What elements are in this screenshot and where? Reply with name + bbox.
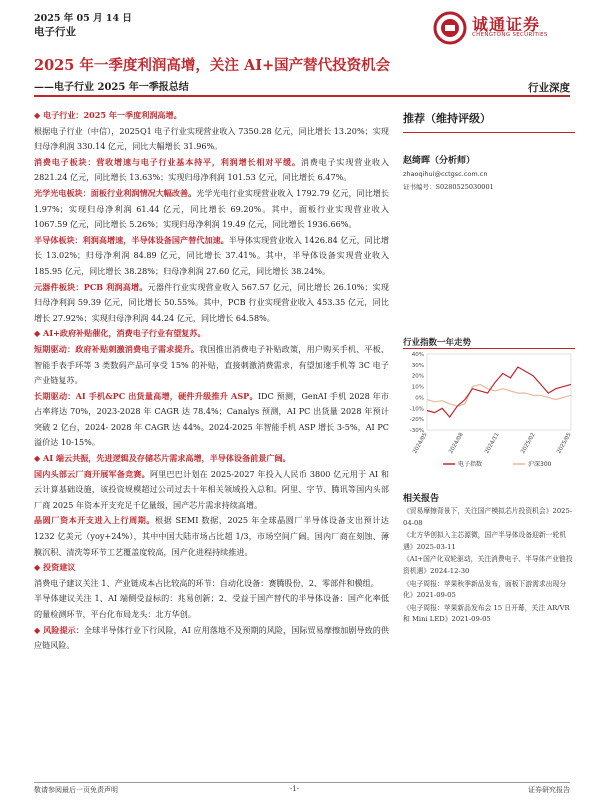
- report-category: 行业深度: [528, 82, 570, 94]
- paragraph-heading: 晶圆厂资本开支进入上行周期。: [34, 515, 156, 526]
- chart-divider: [403, 348, 575, 349]
- brand-logo: [432, 10, 572, 46]
- x-tick-label: 2024/11: [484, 432, 501, 455]
- footer-divider: [34, 782, 570, 783]
- paragraph-heading: 元器件板块：PCB 利润高增。: [34, 281, 148, 292]
- y-tick-label: 10%: [411, 384, 424, 391]
- industry-label: 电子行业: [34, 26, 76, 38]
- paragraph: 全球半导体行业下行风险，AI 应用落地不及预期的风险，国际贸易摩擦加剧导致的供应链风险。: [34, 624, 389, 651]
- report-type: 证券研究报告: [528, 786, 570, 794]
- series-line: [427, 384, 571, 406]
- y-tick-label: -10%: [409, 406, 424, 413]
- series-line: [427, 367, 571, 417]
- paragraph: 消费电子建议关注 1、产业链成本占比较高的环节：自动化设备：赛腾股份，2、零部件和模组。: [34, 577, 379, 588]
- paragraph: 我国推出消费电子补贴政策，用户购买手机、平板、智能手表手环等 3 类数码产品可享受 15% 的补贴，直接刺激消费需求，有望加速手机等 3C 电子产业链复苏。: [34, 343, 389, 386]
- section-heading: ◆ AI 端云共振，先进逻辑及存储芯片需求高增，半导体设备前景广阔。: [34, 453, 291, 464]
- paragraph: 消费电子实现营业收入 2821.24 亿元，同比增长 13.63%；实现归母净利润 101.53 亿元，同比增长 6.47%。: [34, 156, 389, 183]
- disclaimer-note: 敬请参阅最后一页免责声明: [34, 786, 118, 794]
- paragraph: 光学光电行业实现营业收入 1792.79 亿元，同比增长 1.97%；实现归母净利润 61.44 亿元，同比增长 69.20%。其中，面板行业实现营业收入 1067.59 亿元，同比增长 5.26%；实现归母净利润 19.49 亿元，同比增长 1936.66%。: [34, 187, 389, 230]
- related-report[interactable]: 《电子周报：苹果新品发布会 15 日开幕，关注 AR/VR 和 Mini LED》2021-09-05: [403, 603, 570, 624]
- paragraph-heading: 消费电子板块：营收增速与电子行业基本持平，利润增长相对平缓。: [34, 156, 301, 167]
- analyst-email: zhaoqihui@cctgsc.com.cn: [403, 170, 488, 178]
- paragraph: 半导体建议关注 1、AI 端侧受益标的：兆易创新；2、受益于国产替代的半导体设备：国产化率低的量检测环节，平台化布局龙头：北方华创。: [34, 593, 389, 619]
- x-tick-label: 2024/05: [412, 432, 429, 455]
- index-trend-chart: [403, 350, 575, 472]
- section-heading: ◆ 电子行业：2025 年一季度利润高增。: [34, 110, 182, 120]
- related-report[interactable]: 《北方华创拟入主芯源微，国产半导体设备迎新一轮机遇》2025-03-11: [403, 531, 567, 551]
- paragraph-heading: 光学光电板块：面板行业利润情况大幅改善。: [34, 187, 197, 198]
- paragraph: 元器件行业实现营业收入 567.57 亿元，同比增长 26.10%；实现归母净利润 59.39 亿元，同比增长 50.55%。其中，PCB 行业实现营业收入 453.35 亿元，同比增长 27.92%；实现归母净利润 44.24 亿元，同比增长 64.58%。: [34, 281, 389, 323]
- y-tick-label: 40%: [411, 352, 424, 358]
- related-report[interactable]: 《AI+国产化双轮驱动，关注消费电子、半导体产业链投资机遇》2024-12-30: [403, 555, 573, 575]
- analyst-name: 赵绮晖（分析师）: [403, 156, 476, 166]
- header-divider: [34, 95, 570, 97]
- x-tick-label: 2024/08: [448, 432, 465, 455]
- analyst-cert: 证书编号：S0280525030001: [403, 183, 494, 191]
- paragraph-heading: 国内头部云厂商开展军备竞赛。: [34, 468, 150, 479]
- y-tick-label: -20%: [409, 417, 424, 424]
- report-date: 2025 年 05 月 14 日: [34, 13, 132, 24]
- paragraph: 根据 SEMI 数据，2025 年全球晶圆厂半导体设备支出预计达 1232 亿美元（yoy+24%），其中中国大陆市场占比超 1/3，市场空间广阔。国内厂商在刻蚀、薄膜沉积、清洗等环节工艺覆盖度较高，国产化进程持续推进。: [34, 515, 389, 557]
- logo-icon: [432, 10, 468, 46]
- paragraph: IDC 预测，GenAI 手机 2028 年市占率将达 70%，2023-2028 年 CAGR 达 78.4%；Canalys 预测，AI PC 出货量 2028 年预计突破 2 亿台，2024- 2028 年 CAGR 达 44%。2024-2025 年智能手机 ASP 增长 3-5%，AI PC 溢价达 10-15%。: [34, 390, 390, 448]
- legend-label: 电子指数: [458, 461, 483, 468]
- y-tick-label: 0%: [415, 395, 424, 402]
- y-tick-label: 30%: [411, 362, 424, 369]
- paragraph: 阿里巴巴计划在 2025-2027 年投入人民币 3800 亿元用于 AI 和云计算基础设施，该投资规模超过公司过去十年相关领域投入总和。阿里、字节、腾讯等国内头部厂商 2025 年资本开支充足千亿量级，国产芯片需求持续高增。: [34, 468, 389, 510]
- x-tick-label: 2025/02: [520, 432, 537, 455]
- related-reports-title: 相关报告: [403, 494, 440, 504]
- section-heading: ◆ AI+政府补贴催化，消费电子行业有望复苏。: [34, 328, 206, 339]
- related-report[interactable]: 《电子周报：苹果秋季新品发布，面板下游需求出现分化》2021-09-05: [403, 579, 567, 600]
- paragraph-heading: 半导体板块：利润高增速，半导体设备国产替代加速。: [34, 234, 229, 245]
- section-heading: ◆ 投资建议: [34, 562, 76, 573]
- y-tick-label: 20%: [411, 373, 424, 380]
- page-number: -1-: [290, 785, 300, 793]
- paragraph: 半导体实现营业收入 1426.84 亿元，同比增长 13.02%；归母净利润 84.89 亿元，同比增长 37.41%。其中，半导体设备实现营业收入 185.95 亿元，同比增长 38.28%；归母净利润 27.60 亿元，同比增长 38.24%。: [34, 234, 389, 276]
- rating: 推荐（维持评级）: [403, 112, 491, 125]
- paragraph: 根据电子行业（中信），2025Q1 电子行业实现营业收入 7350.28 亿元，同比增长 13.20%；实现归母净利润 330.14 亿元，同比大幅增长 31.96%。: [34, 125, 389, 152]
- chart-title: 行业指数一年走势: [403, 338, 472, 348]
- report-subtitle: ——电子行业 2025 年一季报总结: [34, 82, 189, 93]
- report-title: 2025 年一季度利润高增，关注 AI+国产替代投资机会: [34, 57, 391, 74]
- report-body: [34, 108, 389, 654]
- related-reports-list: [403, 506, 575, 627]
- paragraph-heading: 长期驱动：AI 手机&PC 出货量高增，硬件升级推升 ASP。: [34, 390, 258, 401]
- y-tick-label: -30%: [409, 428, 424, 434]
- legend-label: 沪深300: [528, 461, 552, 468]
- x-tick-label: 2025/05: [556, 432, 573, 455]
- brand-name-en: CHENGTONG SECURITIES: [472, 32, 548, 38]
- brand-name: 诚通证券: [472, 15, 541, 34]
- sidebar-divider: [403, 132, 575, 133]
- paragraph-heading: ◆ 风险提示：: [34, 624, 84, 635]
- paragraph-heading: 短期驱动：政府补贴刺激消费电子需求提升。: [34, 343, 200, 354]
- related-report[interactable]: 《贸易摩擦背景下，关注国产模拟芯片投资机会》2025-04-08: [403, 507, 573, 527]
